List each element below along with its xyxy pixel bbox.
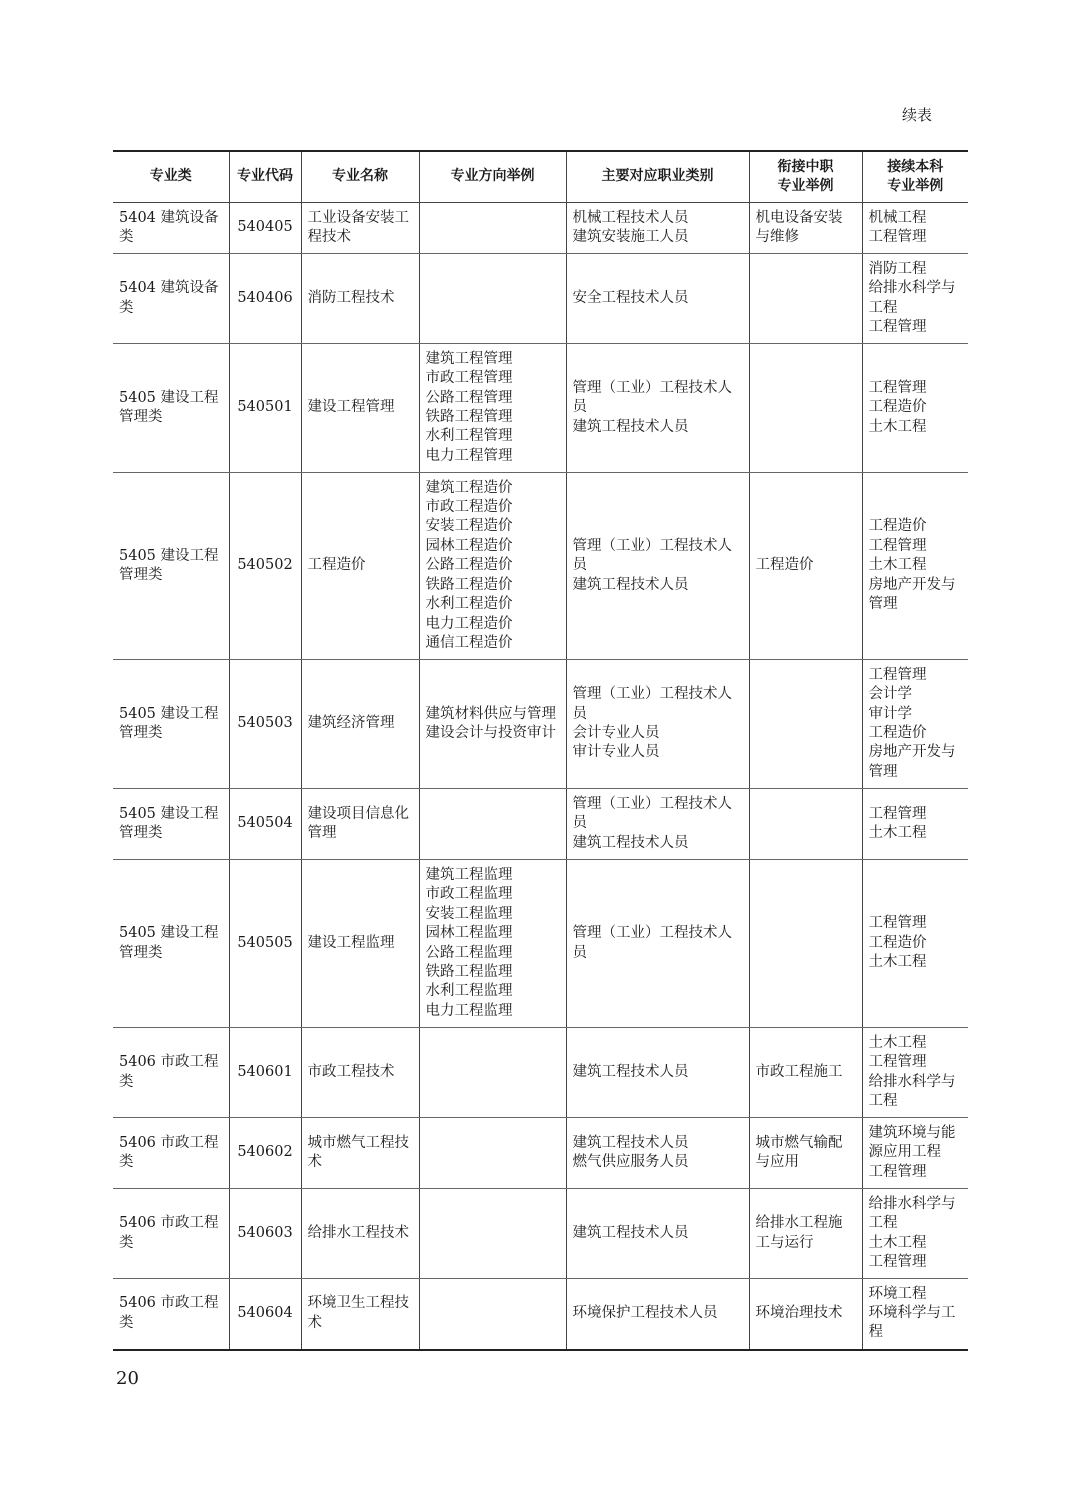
cell-category: 5404 建筑设备类: [113, 254, 229, 344]
header-category: 专业类: [113, 151, 229, 203]
cell-code: 540505: [229, 860, 301, 1028]
cell-secondary: [749, 789, 862, 860]
table-row: [113, 1118, 968, 1189]
cell-directions: [419, 254, 566, 344]
cell-occupations: 管理（工业）工程技术人员 建筑工程技术人员: [566, 473, 749, 660]
cell-directions: 建筑材料供应与管理 建设会计与投资审计: [419, 660, 566, 789]
cell-occupations: 建筑工程技术人员: [566, 1189, 749, 1279]
cell-code: 540503: [229, 660, 301, 789]
cell-bachelor: 消防工程 给排水科学与工程 工程管理: [862, 254, 968, 344]
cell-bachelor: 工程造价 工程管理 土木工程 房地产开发与管理: [862, 473, 968, 660]
cell-secondary: [749, 860, 862, 1028]
cell-category: 5406 市政工程类: [113, 1028, 229, 1118]
continued-label: 续表: [902, 106, 933, 124]
table-row: [113, 660, 968, 789]
cell-occupations: 建筑工程技术人员: [566, 1028, 749, 1118]
cell-name: 消防工程技术: [301, 254, 419, 344]
header-name: 专业名称: [301, 151, 419, 203]
cell-directions: [419, 203, 566, 254]
specialty-table: [113, 150, 968, 1351]
cell-category: 5405 建设工程管理类: [113, 344, 229, 473]
table-row: [113, 860, 968, 1028]
cell-category: 5406 市政工程类: [113, 1118, 229, 1189]
page-number: 20: [116, 1368, 139, 1389]
cell-bachelor: 工程管理 会计学 审计学 工程造价 房地产开发与管理: [862, 660, 968, 789]
table-row: [113, 203, 968, 254]
cell-bachelor: 给排水科学与工程 土木工程 工程管理: [862, 1189, 968, 1279]
cell-directions: [419, 1279, 566, 1350]
cell-name: 工程造价: [301, 473, 419, 660]
cell-bachelor: 建筑环境与能源应用工程 工程管理: [862, 1118, 968, 1189]
table-row: [113, 473, 968, 660]
cell-bachelor: 工程管理 工程造价 土木工程: [862, 860, 968, 1028]
table-row: [113, 789, 968, 860]
table-header-row: [113, 151, 968, 203]
cell-directions: [419, 1028, 566, 1118]
cell-bachelor: 土木工程 工程管理 给排水科学与工程: [862, 1028, 968, 1118]
cell-directions: 建筑工程监理 市政工程监理 安装工程监理 园林工程监理 公路工程监理 铁路工程监理 水利工程监理 电力工程监理: [419, 860, 566, 1028]
header-code: 专业代码: [229, 151, 301, 203]
cell-directions: 建筑工程造价 市政工程造价 安装工程造价 园林工程造价 公路工程造价 铁路工程造价 水利工程造价 电力工程造价 通信工程造价: [419, 473, 566, 660]
table-row: [113, 1028, 968, 1118]
cell-secondary: [749, 254, 862, 344]
cell-bachelor: 环境工程 环境科学与工程: [862, 1279, 968, 1350]
cell-secondary: 市政工程施工: [749, 1028, 862, 1118]
table-row: [113, 1189, 968, 1279]
cell-name: 建设工程监理: [301, 860, 419, 1028]
cell-category: 5406 市政工程类: [113, 1189, 229, 1279]
cell-code: 540603: [229, 1189, 301, 1279]
cell-occupations: 管理（工业）工程技术人员: [566, 860, 749, 1028]
cell-occupations: 管理（工业）工程技术人员 建筑工程技术人员: [566, 789, 749, 860]
cell-occupations: 管理（工业）工程技术人员 会计专业人员 审计专业人员: [566, 660, 749, 789]
cell-name: 城市燃气工程技术: [301, 1118, 419, 1189]
cell-code: 540504: [229, 789, 301, 860]
cell-name: 工业设备安装工程技术: [301, 203, 419, 254]
cell-secondary: 给排水工程施工与运行: [749, 1189, 862, 1279]
cell-category: 5404 建筑设备类: [113, 203, 229, 254]
cell-occupations: 建筑工程技术人员 燃气供应服务人员: [566, 1118, 749, 1189]
cell-bachelor: 机械工程 工程管理: [862, 203, 968, 254]
table-row: [113, 344, 968, 473]
cell-secondary: 工程造价: [749, 473, 862, 660]
cell-code: 540601: [229, 1028, 301, 1118]
table-row: [113, 254, 968, 344]
cell-occupations: 环境保护工程技术人员: [566, 1279, 749, 1350]
table-row: [113, 1279, 968, 1350]
cell-category: 5405 建设工程管理类: [113, 789, 229, 860]
cell-code: 540501: [229, 344, 301, 473]
cell-name: 市政工程技术: [301, 1028, 419, 1118]
cell-occupations: 机械工程技术人员 建筑安装施工人员: [566, 203, 749, 254]
header-secondary: 衔接中职 专业举例: [749, 151, 862, 203]
cell-category: 5405 建设工程管理类: [113, 860, 229, 1028]
cell-directions: [419, 1189, 566, 1279]
cell-code: 540604: [229, 1279, 301, 1350]
cell-secondary: [749, 660, 862, 789]
header-bachelor: 接续本科 专业举例: [862, 151, 968, 203]
cell-secondary: 环境治理技术: [749, 1279, 862, 1350]
header-occupations: 主要对应职业类别: [566, 151, 749, 203]
cell-code: 540406: [229, 254, 301, 344]
cell-name: 给排水工程技术: [301, 1189, 419, 1279]
cell-name: 建设工程管理: [301, 344, 419, 473]
cell-category: 5406 市政工程类: [113, 1279, 229, 1350]
cell-name: 建筑经济管理: [301, 660, 419, 789]
cell-bachelor: 工程管理 工程造价 土木工程: [862, 344, 968, 473]
header-directions: 专业方向举例: [419, 151, 566, 203]
cell-code: 540602: [229, 1118, 301, 1189]
cell-category: 5405 建设工程管理类: [113, 473, 229, 660]
cell-occupations: 安全工程技术人员: [566, 254, 749, 344]
cell-secondary: 城市燃气输配与应用: [749, 1118, 862, 1189]
cell-occupations: 管理（工业）工程技术人员 建筑工程技术人员: [566, 344, 749, 473]
cell-name: 环境卫生工程技术: [301, 1279, 419, 1350]
cell-category: 5405 建设工程管理类: [113, 660, 229, 789]
cell-secondary: 机电设备安装与维修: [749, 203, 862, 254]
cell-secondary: [749, 344, 862, 473]
cell-code: 540502: [229, 473, 301, 660]
cell-directions: [419, 789, 566, 860]
cell-directions: 建筑工程管理 市政工程管理 公路工程管理 铁路工程管理 水利工程管理 电力工程管理: [419, 344, 566, 473]
cell-name: 建设项目信息化管理: [301, 789, 419, 860]
cell-directions: [419, 1118, 566, 1189]
cell-bachelor: 工程管理 土木工程: [862, 789, 968, 860]
cell-code: 540405: [229, 203, 301, 254]
